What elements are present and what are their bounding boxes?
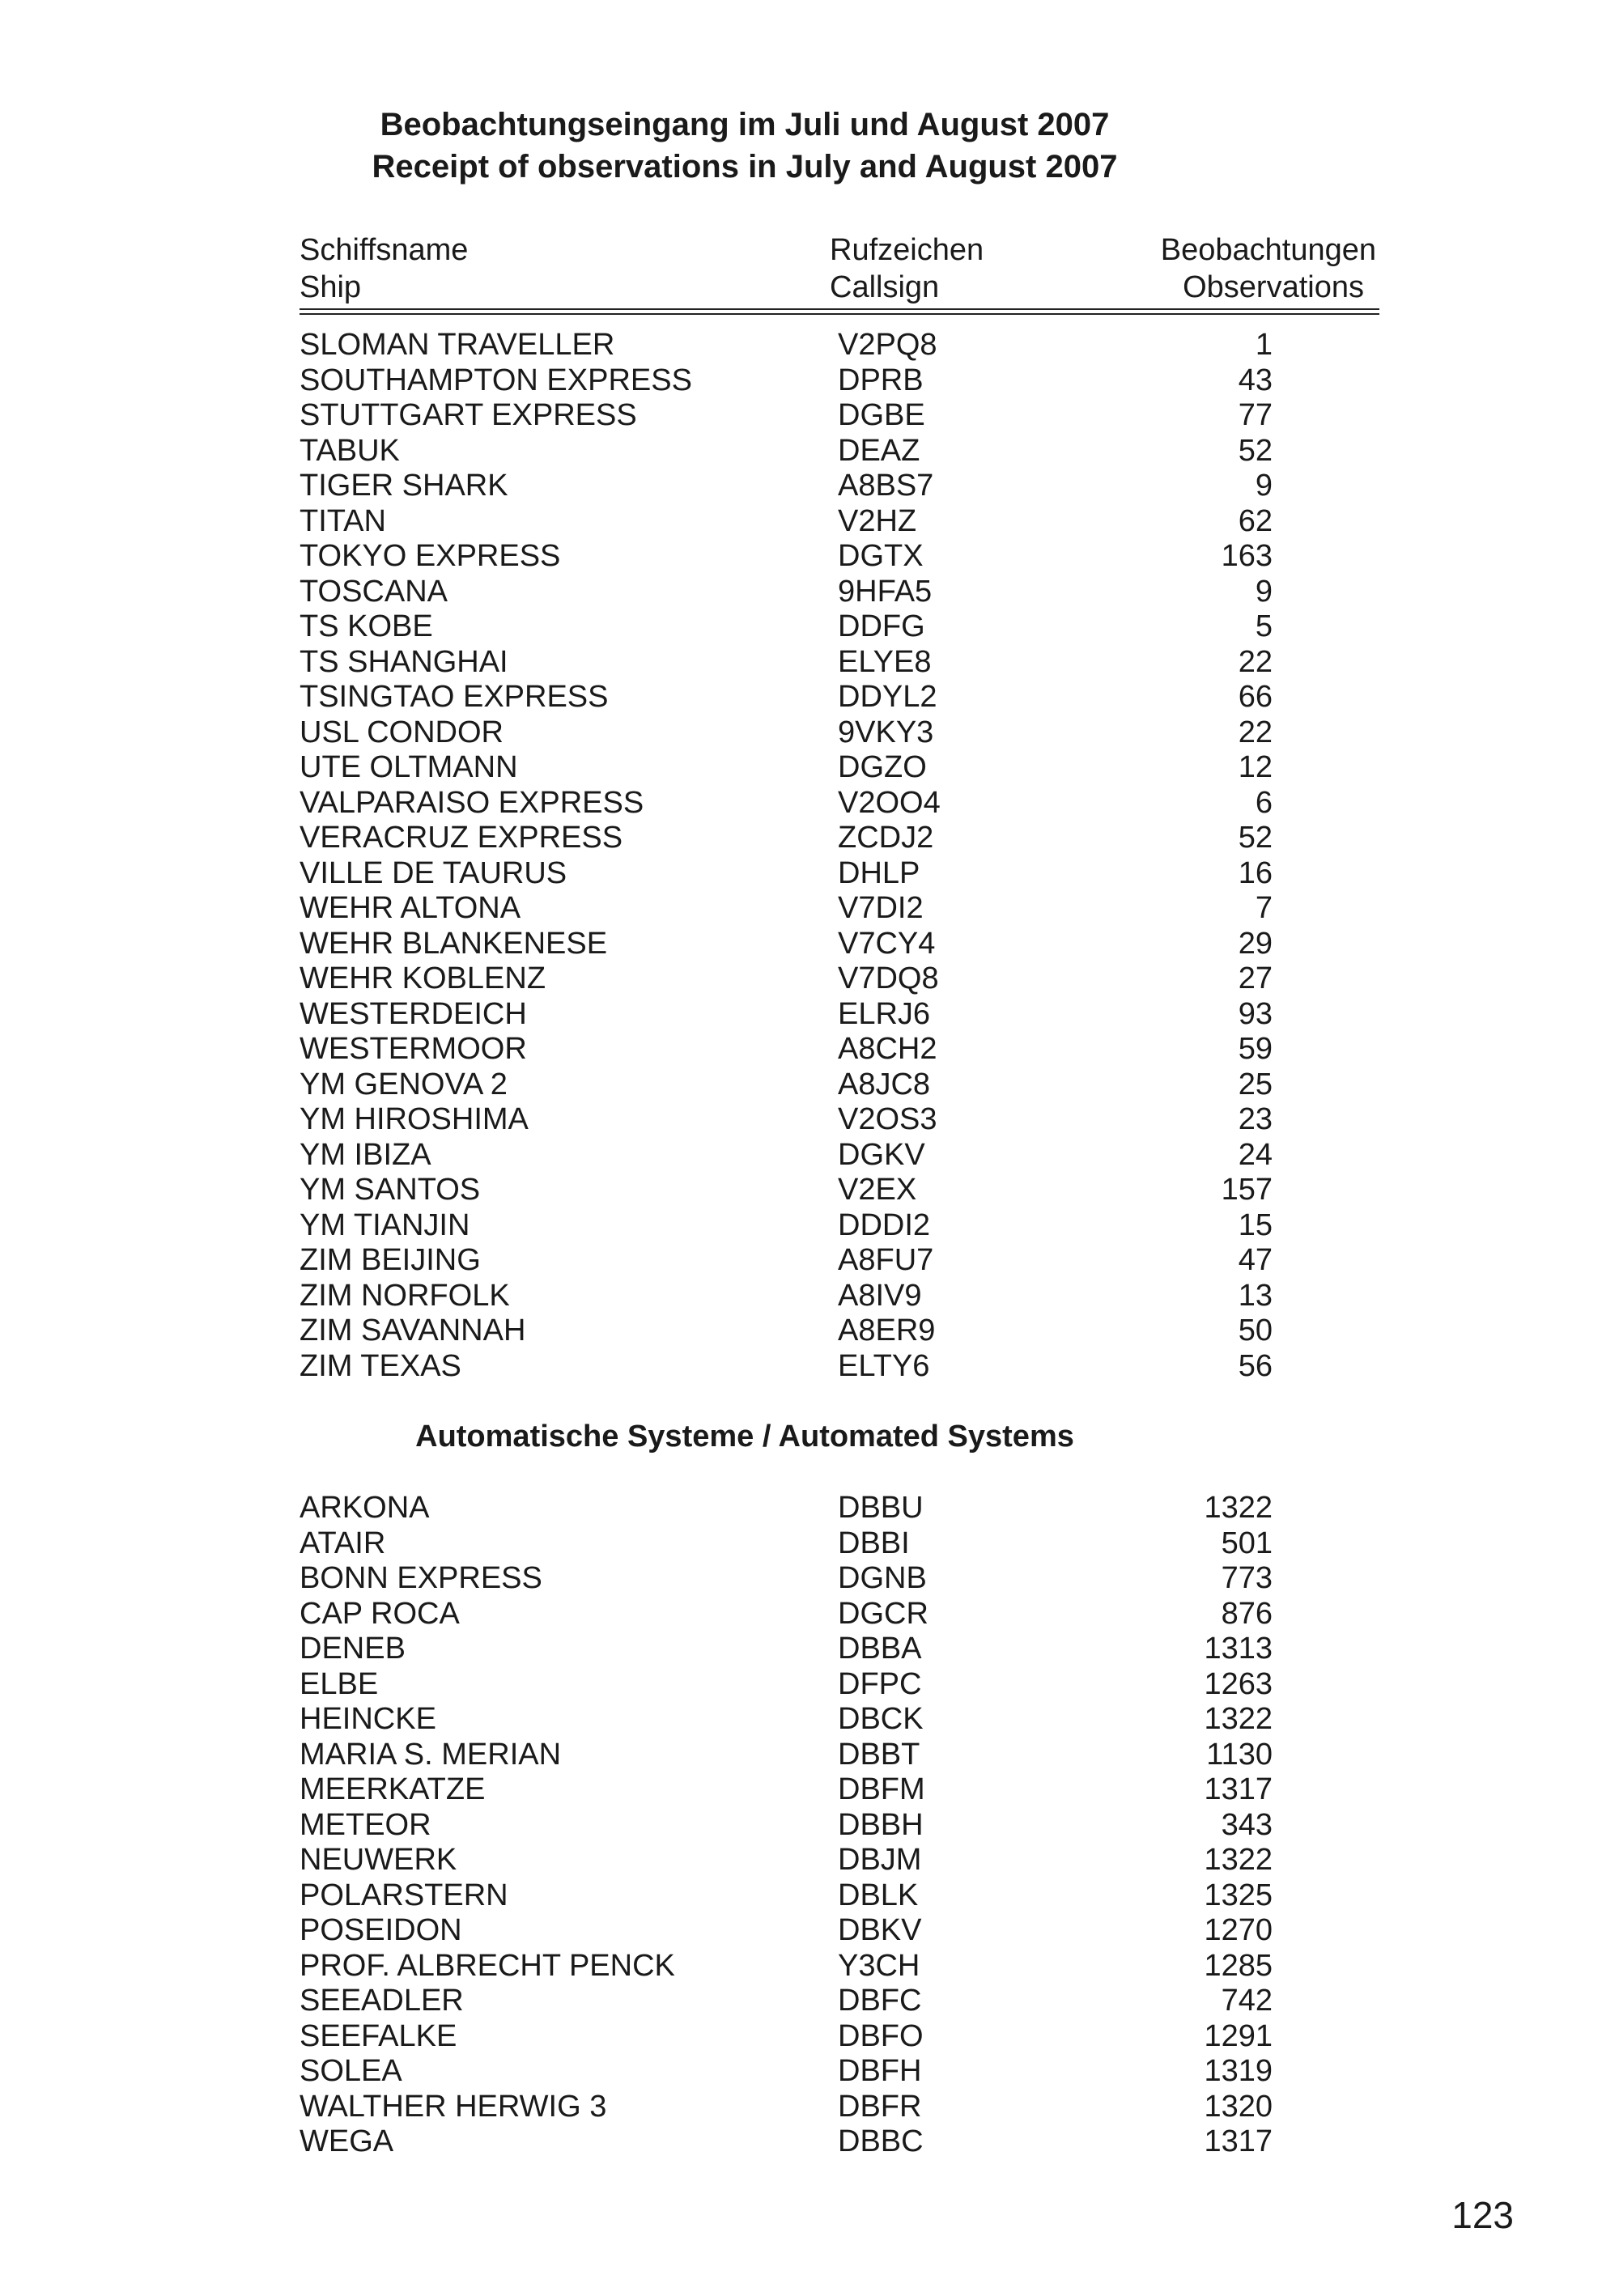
ship-name: SLOMAN TRAVELLER (300, 328, 615, 362)
observation-count: 29 (1238, 926, 1273, 961)
ship-name: TSINGTAO EXPRESS (300, 680, 609, 714)
observation-count: 1291 (1204, 2018, 1273, 2053)
table-row (0, 504, 1619, 540)
ship-name: ARKONA (300, 1491, 430, 1525)
observation-count: 7 (1255, 891, 1273, 925)
callsign: V2PQ8 (838, 328, 937, 362)
header-observations-de: Beobachtungen (1160, 233, 1376, 267)
callsign: 9HFA5 (838, 574, 933, 609)
observation-count: 501 (1221, 1526, 1273, 1560)
callsign: DGZO (838, 750, 927, 784)
observation-count: 1319 (1204, 2054, 1273, 2088)
table-row (0, 1173, 1619, 1208)
observation-count: 93 (1238, 996, 1273, 1031)
ship-name: POLARSTERN (300, 1878, 508, 1912)
callsign: DDDI2 (838, 1207, 931, 1242)
ship-name: UTE OLTMANN (300, 750, 518, 784)
observation-count: 1320 (1204, 2089, 1273, 2124)
table-row (0, 609, 1619, 645)
table-row (0, 328, 1619, 363)
automated-table (0, 1491, 1619, 2160)
table-row (0, 539, 1619, 575)
callsign: DBBI (838, 1526, 910, 1560)
callsign: V2HZ (838, 503, 917, 538)
callsign: 9VKY3 (838, 715, 934, 749)
table-row (0, 821, 1619, 856)
table-row (0, 715, 1619, 751)
header-callsign-de: Rufzeichen (830, 233, 984, 267)
table-row (0, 575, 1619, 610)
callsign: DBFC (838, 1984, 922, 2018)
table-row (0, 434, 1619, 469)
header-rule-bottom (300, 313, 1379, 315)
callsign: DBLK (838, 1878, 919, 1912)
callsign: DGBE (838, 398, 925, 432)
table-row (0, 1702, 1619, 1738)
ship-name: MEERKATZE (300, 1772, 486, 1806)
callsign: DGKV (838, 1137, 925, 1172)
callsign: DHLP (838, 855, 920, 890)
table-row (0, 786, 1619, 821)
observation-count: 1322 (1204, 1702, 1273, 1736)
ship-name: ZIM BEIJING (300, 1243, 481, 1277)
callsign: A8CH2 (838, 1032, 937, 1066)
table-row (0, 1772, 1619, 1808)
observation-count: 1313 (1204, 1632, 1273, 1666)
table-row (0, 469, 1619, 504)
header-callsign-en: Callsign (830, 270, 940, 304)
observation-count: 876 (1221, 1596, 1273, 1631)
observation-count: 9 (1255, 469, 1273, 503)
callsign: DBBH (838, 1807, 924, 1842)
table-row (0, 1561, 1619, 1597)
callsign: DBFO (838, 2018, 924, 2053)
callsign: DPRB (838, 363, 924, 397)
table-row (0, 2090, 1619, 2125)
table-row (0, 1314, 1619, 1349)
table-row (0, 1032, 1619, 1067)
ship-name: ELBE (300, 1666, 379, 1701)
observation-count: 52 (1238, 433, 1273, 468)
callsign: V2EX (838, 1173, 917, 1207)
ship-name: WESTERDEICH (300, 996, 527, 1031)
table-row (0, 2124, 1619, 2160)
callsign: ELYE8 (838, 644, 932, 679)
observation-count: 1285 (1204, 1948, 1273, 1983)
callsign: V7DI2 (838, 891, 924, 925)
callsign: V7DQ8 (838, 961, 939, 995)
observation-count: 43 (1238, 363, 1273, 397)
callsign: V2OS3 (838, 1102, 937, 1136)
automated-section-title: Automatische Systeme / Automated Systems (415, 1420, 1074, 1454)
table-row (0, 1067, 1619, 1103)
header-ship-de: Schiffsname (300, 233, 469, 267)
callsign: DBJM (838, 1843, 922, 1877)
ship-name: MARIA S. MERIAN (300, 1737, 562, 1772)
table-row (0, 1738, 1619, 1773)
callsign: DBCK (838, 1702, 924, 1736)
ship-name: ZIM TEXAS (300, 1348, 461, 1383)
ship-name: SEEFALKE (300, 2018, 457, 2053)
ship-name: SEEADLER (300, 1984, 464, 2018)
observation-count: 6 (1255, 785, 1273, 820)
table-row (0, 1597, 1619, 1632)
ship-name: VERACRUZ EXPRESS (300, 821, 623, 855)
table-row (0, 1208, 1619, 1244)
table-row (0, 1491, 1619, 1526)
ship-name: NEUWERK (300, 1843, 457, 1877)
observation-count: 157 (1221, 1173, 1273, 1207)
observation-count: 1322 (1204, 1491, 1273, 1525)
observation-count: 22 (1238, 644, 1273, 679)
ship-name: ATAIR (300, 1526, 386, 1560)
ship-name: WEHR KOBLENZ (300, 961, 546, 995)
callsign: DGNB (838, 1561, 927, 1595)
observation-count: 66 (1238, 680, 1273, 714)
table-row (0, 750, 1619, 786)
table-row (0, 1138, 1619, 1173)
ship-name: TOKYO EXPRESS (300, 539, 561, 573)
table-row (0, 1843, 1619, 1878)
observation-count: 742 (1221, 1984, 1273, 2018)
table-row (0, 1102, 1619, 1138)
table-row (0, 1949, 1619, 1984)
header-rule-top (300, 308, 1379, 310)
ship-name: WALTHER HERWIG 3 (300, 2089, 607, 2124)
observation-count: 24 (1238, 1137, 1273, 1172)
observation-count: 163 (1221, 539, 1273, 573)
ship-name: YM TIANJIN (300, 1207, 470, 1242)
ships-table (0, 328, 1619, 1384)
callsign: DGCR (838, 1596, 928, 1631)
ship-name: SOUTHAMPTON EXPRESS (300, 363, 692, 397)
callsign: A8JC8 (838, 1067, 931, 1101)
ship-name: TITAN (300, 503, 386, 538)
header-ship-en: Ship (300, 270, 362, 304)
callsign: DBBA (838, 1632, 922, 1666)
observation-count: 5 (1255, 609, 1273, 643)
callsign: DBBC (838, 2124, 924, 2158)
ship-name: HEINCKE (300, 1702, 436, 1736)
table-row (0, 1632, 1619, 1667)
callsign: DBFR (838, 2089, 922, 2124)
observation-count: 773 (1221, 1561, 1273, 1595)
observation-count: 22 (1238, 715, 1273, 749)
ship-name: ZIM NORFOLK (300, 1278, 510, 1313)
table-row (0, 1913, 1619, 1949)
observation-count: 56 (1238, 1348, 1273, 1383)
ship-name: YM SANTOS (300, 1173, 481, 1207)
ship-name: WEHR BLANKENESE (300, 926, 608, 961)
observation-count: 1317 (1204, 2124, 1273, 2158)
ship-name: YM GENOVA 2 (300, 1067, 508, 1101)
callsign: DDYL2 (838, 680, 937, 714)
observation-count: 12 (1238, 750, 1273, 784)
ship-name: SOLEA (300, 2054, 402, 2088)
callsign: DBBT (838, 1737, 920, 1772)
page-title-german: Beobachtungseingang im Juli und August 2007 (380, 107, 1110, 142)
table-row (0, 997, 1619, 1033)
table-row (0, 1279, 1619, 1314)
observation-count: 59 (1238, 1032, 1273, 1066)
table-row (0, 1808, 1619, 1844)
ship-name: TS SHANGHAI (300, 644, 508, 679)
observation-count: 52 (1238, 821, 1273, 855)
observation-count: 1263 (1204, 1666, 1273, 1701)
callsign: DDFG (838, 609, 925, 643)
observation-count: 1270 (1204, 1913, 1273, 1947)
callsign: A8ER9 (838, 1314, 936, 1347)
ship-name: METEOR (300, 1807, 431, 1842)
ship-name: BONN EXPRESS (300, 1561, 542, 1595)
table-row (0, 680, 1619, 715)
observation-count: 343 (1221, 1807, 1273, 1842)
table-row (0, 1349, 1619, 1385)
table-row (0, 645, 1619, 681)
ship-name: WESTERMOOR (300, 1032, 527, 1066)
ship-name: PROF. ALBRECHT PENCK (300, 1948, 675, 1983)
ship-name: WEHR ALTONA (300, 891, 521, 925)
observation-count: 23 (1238, 1102, 1273, 1136)
observation-count: 1 (1255, 328, 1273, 362)
callsign: DBFM (838, 1772, 925, 1806)
table-row (0, 1526, 1619, 1562)
callsign: A8FU7 (838, 1243, 934, 1277)
observation-count: 15 (1238, 1207, 1273, 1242)
callsign: Y3CH (838, 1948, 920, 1983)
callsign: DFPC (838, 1666, 922, 1701)
ship-name: STUTTGART EXPRESS (300, 398, 637, 432)
table-row (0, 1984, 1619, 2019)
callsign: A8BS7 (838, 469, 934, 503)
callsign: DBKV (838, 1913, 922, 1947)
callsign: ELRJ6 (838, 996, 931, 1031)
callsign: ELTY6 (838, 1348, 930, 1383)
observation-count: 1317 (1204, 1772, 1273, 1806)
ship-name: ZIM SAVANNAH (300, 1314, 526, 1347)
ship-name: VALPARAISO EXPRESS (300, 785, 644, 820)
ship-name: TIGER SHARK (300, 469, 508, 503)
observation-count: 77 (1238, 398, 1273, 432)
observation-count: 1130 (1206, 1737, 1273, 1772)
callsign: DGTX (838, 539, 924, 573)
ship-name: YM HIROSHIMA (300, 1102, 529, 1136)
table-row (0, 927, 1619, 962)
page-title-english: Receipt of observations in July and August 2007 (372, 149, 1118, 185)
observation-count: 50 (1238, 1314, 1273, 1347)
table-row (0, 1243, 1619, 1279)
callsign: DBFH (838, 2054, 922, 2088)
ship-name: DENEB (300, 1632, 406, 1666)
observation-count: 25 (1238, 1067, 1273, 1101)
table-row (0, 961, 1619, 997)
ship-name: CAP ROCA (300, 1596, 460, 1631)
ship-name: TABUK (300, 433, 400, 468)
observation-count: 47 (1238, 1243, 1273, 1277)
table-row (0, 1667, 1619, 1703)
observation-count: 9 (1255, 574, 1273, 609)
callsign: V7CY4 (838, 926, 936, 961)
callsign: DEAZ (838, 433, 920, 468)
ship-name: POSEIDON (300, 1913, 462, 1947)
ship-name: TS KOBE (300, 609, 433, 643)
callsign: ZCDJ2 (838, 821, 934, 855)
table-row (0, 2019, 1619, 2055)
table-row (0, 2054, 1619, 2090)
table-row (0, 856, 1619, 892)
observation-count: 1325 (1204, 1878, 1273, 1912)
observation-count: 13 (1238, 1278, 1273, 1313)
observation-count: 27 (1238, 961, 1273, 995)
page-number: 123 (1451, 2194, 1514, 2236)
table-row (0, 398, 1619, 434)
table-row (0, 1878, 1619, 1914)
ship-name: USL CONDOR (300, 715, 504, 749)
ship-name: WEGA (300, 2124, 394, 2158)
observation-count: 62 (1238, 503, 1273, 538)
table-row (0, 891, 1619, 927)
observation-count: 16 (1238, 855, 1273, 890)
ship-name: YM IBIZA (300, 1137, 431, 1172)
header-observations-en: Observations (1183, 270, 1364, 304)
ship-name: TOSCANA (300, 574, 448, 609)
callsign: A8IV9 (838, 1278, 922, 1313)
ship-name: VILLE DE TAURUS (300, 855, 567, 890)
table-row (0, 363, 1619, 399)
callsign: V2OO4 (838, 785, 941, 820)
callsign: DBBU (838, 1491, 924, 1525)
observation-count: 1322 (1204, 1843, 1273, 1877)
